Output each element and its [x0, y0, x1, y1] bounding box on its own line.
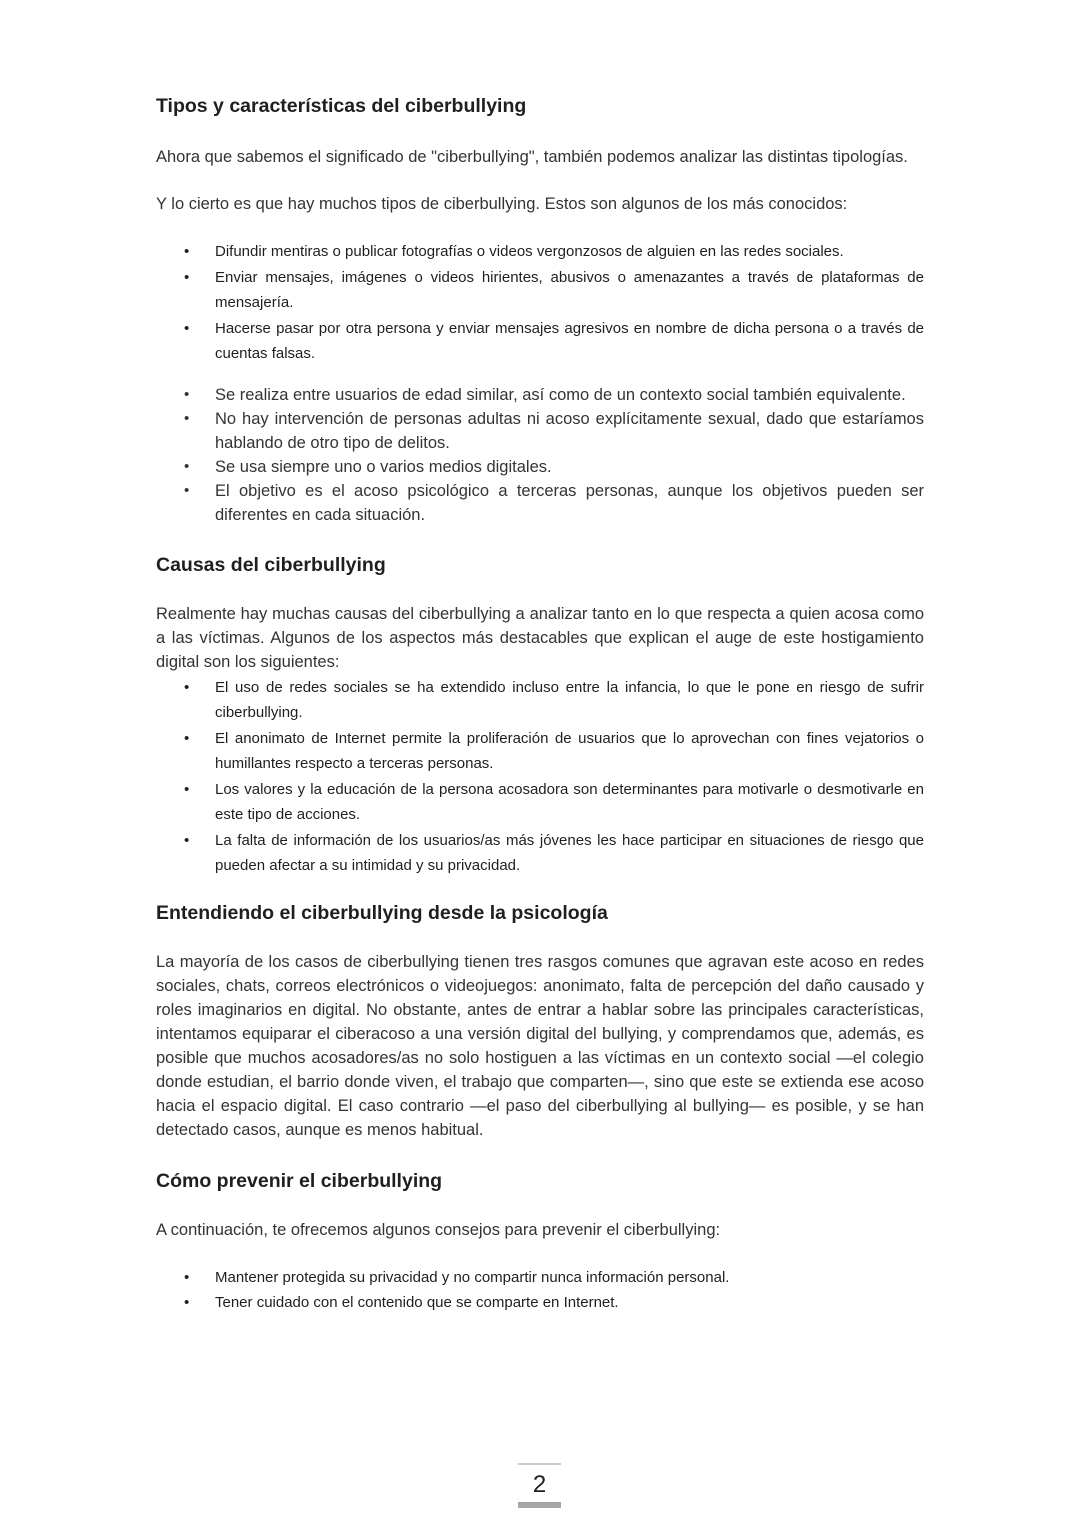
- paragraph-prevenir: A continuación, te ofrecemos algunos consejos para prevenir el ciberbullying:: [156, 1220, 721, 1239]
- list-item: • Hacerse pasar por otra persona y enviar mensajes agresivos en nombre de dicha persona o a través de cuentas falsas.: [156, 316, 924, 367]
- list-item: • Se realiza entre usuarios de edad similar, así como de un contexto social también equivalente.: [156, 383, 924, 407]
- bullet-icon: •: [184, 1294, 190, 1311]
- bullet-icon: •: [184, 1268, 190, 1286]
- bullet-icon: •: [184, 385, 190, 403]
- list-item: • Se usa siempre uno o varios medios digitales.: [156, 455, 924, 479]
- list-item: • Mantener protegida su privacidad y no compartir nunca información personal.: [156, 1265, 924, 1291]
- paragraph-causas: Realmente hay muchas causas del ciberbullying a analizar tanto en lo que respecta a quien acosa como a las víctimas. Algunos de los aspectos más destacables que explican el auge de este hostigamiento digital son los siguientes:: [156, 604, 924, 671]
- list-tipos: [156, 239, 924, 367]
- list-item: • No hay intervención de personas adultas ni acoso explícitamente sexual, dado que estaríamos hablando de otro tipo de delitos.: [156, 407, 924, 455]
- list-item: • Enviar mensajes, imágenes o videos hirientes, abusivos o amenazantes a través de plataformas de mensajería.: [156, 265, 924, 316]
- bullet-icon: •: [184, 457, 190, 475]
- list-caracteristicas: [156, 383, 924, 527]
- paragraph-intro: Ahora que sabemos el significado de "ciberbullying", también podemos analizar las distintas tipologías.: [156, 148, 908, 166]
- heading-psicologia: Entendiendo el ciberbullying desde la psicología: [156, 901, 608, 924]
- paragraph-muchos-tipos: Y lo cierto es que hay muchos tipos de ciberbullying. Estos son algunos de los más conocidos:: [156, 195, 848, 213]
- heading-prevenir: Cómo prevenir el ciberbullying: [156, 1169, 443, 1192]
- bullet-icon: •: [184, 729, 190, 747]
- page-number: 2: [518, 1463, 561, 1508]
- bullet-icon: •: [184, 409, 190, 427]
- document-page: [156, 92, 924, 1316]
- bullet-icon: •: [184, 831, 190, 849]
- list-item: • El uso de redes sociales se ha extendido incluso entre la infancia, lo que le pone en riesgo de sufrir ciberbullying.: [156, 675, 924, 726]
- heading-causas: Causas del ciberbullying: [156, 553, 386, 576]
- list-item: • La falta de información de los usuarios/as más jóvenes les hace participar en situaciones de riesgo que pueden afectar a su intimidad y su privacidad.: [156, 828, 924, 879]
- bullet-icon: •: [184, 678, 190, 696]
- bullet-icon: •: [184, 268, 190, 286]
- list-item: • Los valores y la educación de la persona acosadora son determinantes para motivarle o desmotivarle en este tipo de acciones.: [156, 777, 924, 828]
- list-item: • Difundir mentiras o publicar fotografías o videos vergonzosos de alguien en las redes sociales.: [156, 239, 924, 265]
- list-prevenir: [156, 1265, 924, 1316]
- paragraph-psicologia: La mayoría de los casos de ciberbullying tienen tres rasgos comunes que agravan este acoso en redes sociales, chats, correos electrónicos o videojuegos: anonimato, falta de percepción del daño causado y roles imaginarios en digital. No obstante, antes de entrar a hablar sobre las principales características, intentamos equiparar el ciberacoso a una versión digital del bullying, y comprendamos que, además, es posible que muchos acosadores/as no solo hostiguen a las víctimas en un contexto social —el colegio donde estudian, el barrio donde viven, el trabajo que comparten—, sino que este se extienda ese acoso hacia el espacio digital. El caso contrario —el paso del ciberbullying al bullying— es posible, y se han detectado casos, aunque es menos habitual.: [156, 952, 924, 1139]
- list-causas: [156, 675, 924, 879]
- list-item: • El anonimato de Internet permite la proliferación de usuarios que lo aprovechan con fines vejatorios o humillantes respecto a terceras personas.: [156, 726, 924, 777]
- bullet-icon: •: [184, 780, 190, 798]
- heading-tipos: Tipos y características del ciberbullying: [156, 95, 527, 117]
- list-item: • El objetivo es el acoso psicológico a terceras personas, aunque los objetivos pueden ser diferentes en cada situación.: [156, 479, 924, 527]
- list-item: • Tener cuidado con el contenido que se comparte en Internet.: [156, 1290, 924, 1316]
- bullet-icon: •: [184, 243, 190, 260]
- bullet-icon: •: [184, 319, 190, 337]
- bullet-icon: •: [184, 481, 190, 499]
